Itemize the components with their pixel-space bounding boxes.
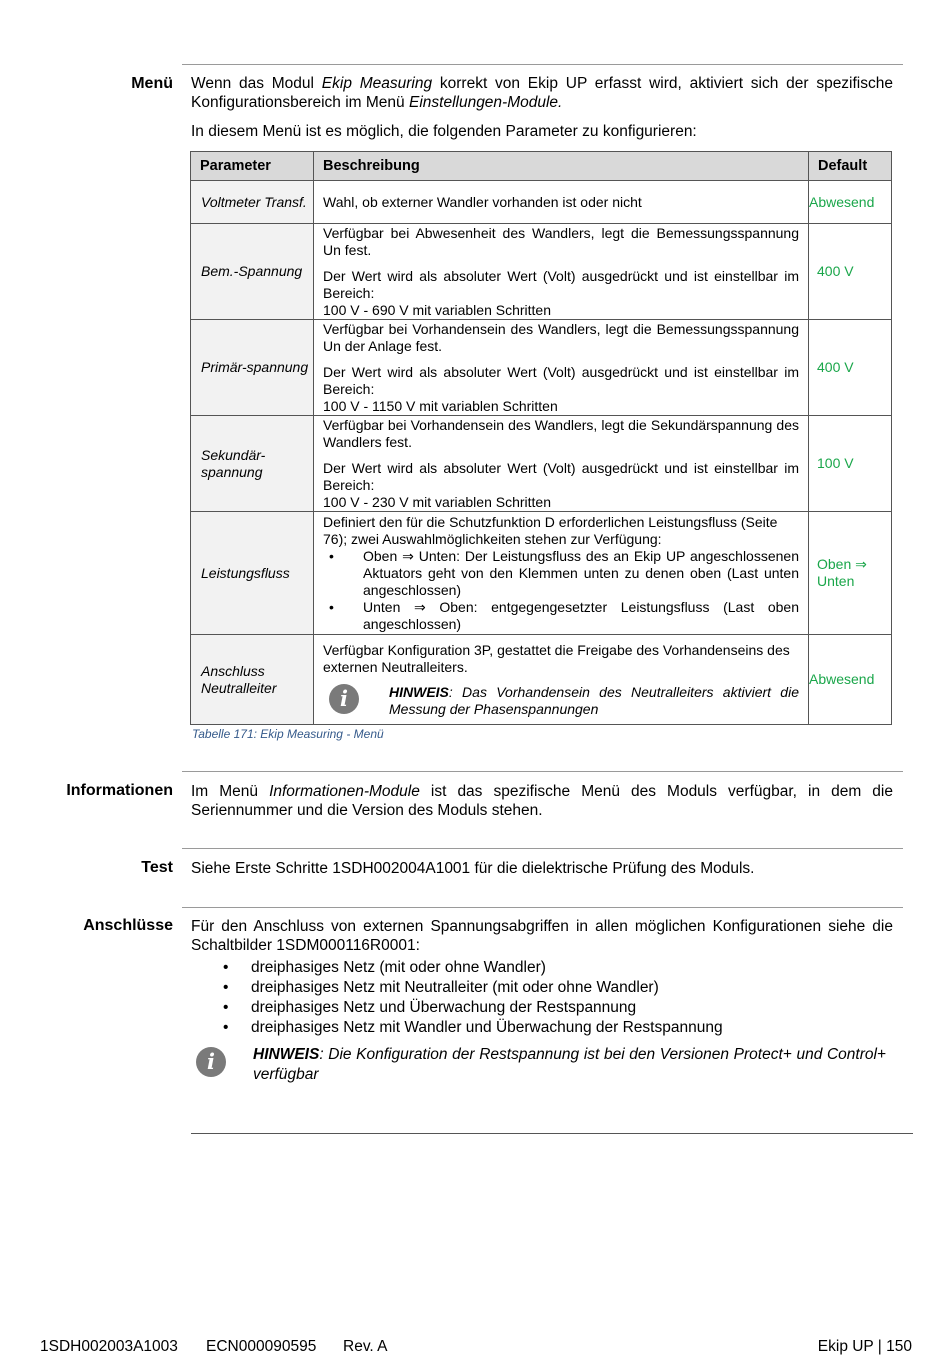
desc-cell: Wahl, ob externer Wandler vorhanden ist oder nicht xyxy=(314,181,809,224)
desc-text: 100 V - 1150 V mit variablen Schritten xyxy=(323,397,558,414)
table-note xyxy=(329,684,799,718)
info-text-c: ist das spezifische Menü des Moduls verfügbar, in dem die Seriennummer und die Version des Moduls stehen. xyxy=(191,783,893,819)
desc-range xyxy=(323,460,799,511)
desc-cell xyxy=(314,635,809,725)
desc-cell xyxy=(314,320,809,416)
param-cell: Bem.-Spannung xyxy=(191,224,314,320)
section-label-anschluesse: Anschlüsse xyxy=(83,917,173,934)
note-label: HINWEIS xyxy=(253,1046,320,1063)
informationen-paragraph xyxy=(191,782,893,820)
anschluesse-paragraph: Für den Anschluss von externen Spannungsabgriffen in allen möglichen Konfigurationen siehe die Schaltbilder 1SDM000116R0001: xyxy=(191,918,893,954)
desc-cell xyxy=(314,416,809,512)
table-row xyxy=(191,416,892,512)
desc-text: Verfügbar Konfiguration 3P, gestattet die Freigabe des Vorhandenseins des externen Neutralleiters. xyxy=(323,641,790,675)
menu-path: Einstellungen-Module. xyxy=(408,94,563,111)
menu-intro-text-c: korrekt von Ekip UP erfasst wird, aktiviert sich der spezifische Konfigurationsbereich im Menü xyxy=(191,75,893,111)
param-cell: Primär-spannung xyxy=(191,320,314,416)
table-row xyxy=(191,320,892,416)
desc-text: Der Wert wird als absoluter Wert (Volt) ausgedrückt und ist einstellbar im Bereich: xyxy=(323,267,799,301)
list-item: • dreiphasiges Netz mit Neutralleiter (mit oder ohne Wandler) xyxy=(191,978,891,998)
list-item: • dreiphasiges Netz mit Wandler und Überwachung der Restspannung xyxy=(191,1018,891,1038)
section-label-informationen: Informationen xyxy=(66,782,173,799)
info-menu-path: Informationen-Module xyxy=(269,783,420,800)
menu-params-intro: In diesem Menü ist es möglich, die folgenden Parameter zu konfigurieren: xyxy=(191,123,697,140)
section-label-menu: Menü xyxy=(131,75,173,92)
desc-text: 100 V - 690 V mit variablen Schritten xyxy=(323,301,552,318)
list-item: • dreiphasiges Netz (mit oder ohne Wandler) xyxy=(191,958,891,978)
param-cell: Sekundär-spannung xyxy=(191,416,314,512)
note-text: : Die Konfiguration der Restspannung ist bei den Versionen Protect+ und Control+ verfügbar xyxy=(253,1046,886,1083)
table-note-text xyxy=(389,684,799,718)
default-cell: 100 V xyxy=(809,416,892,512)
parameter-table xyxy=(190,151,892,725)
default-cell: 400 V xyxy=(809,320,892,416)
param-cell: Voltmeter Transf. xyxy=(191,181,314,224)
menu-intro-paragraph xyxy=(191,74,893,112)
section-divider-informationen xyxy=(182,771,903,772)
desc-text: Definiert den für die Schutzfunktion D erforderlichen Leistungsfluss (Seite 76); zwei Auswahlmöglichkeiten stehen zur Verfügung: xyxy=(323,513,778,547)
note-text: : Das Vorhandensein des Neutralleiters aktiviert die Messung der Phasenspannungen xyxy=(389,683,799,717)
desc-range xyxy=(323,364,799,415)
table-row xyxy=(191,512,892,635)
footer-page-number: Ekip UP | 150 xyxy=(817,1338,912,1355)
test-paragraph: Siehe Erste Schritte 1SDH002004A1001 für die dielektrische Prüfung des Moduls. xyxy=(191,860,755,877)
desc-text: Der Wert wird als absoluter Wert (Volt) ausgedrückt und ist einstellbar im Bereich: xyxy=(323,363,799,397)
table-row xyxy=(191,635,892,725)
section-divider-menu xyxy=(182,64,903,65)
param-cell: Anschluss Neutralleiter xyxy=(191,635,314,725)
info-icon: i xyxy=(329,684,359,714)
header-default: Default xyxy=(809,152,892,181)
header-beschreibung: Beschreibung xyxy=(314,152,809,181)
default-cell: 400 V xyxy=(809,224,892,320)
anschluesse-note-text xyxy=(253,1045,886,1085)
default-cell: Oben ⇒ Unten xyxy=(809,512,892,635)
default-cell: Abwesend xyxy=(809,181,892,224)
header-parameter: Parameter xyxy=(191,152,314,181)
anschluesse-note xyxy=(196,1045,886,1085)
desc-text: Verfügbar bei Vorhandensein des Wandlers, legt die Sekundärspannung des Wandlers fest. xyxy=(323,416,799,450)
module-name: Ekip Measuring xyxy=(321,75,433,92)
desc-text: Der Wert wird als absoluter Wert (Volt) ausgedrückt und ist einstellbar im Bereich: xyxy=(323,459,799,493)
param-cell: Leistungsfluss xyxy=(191,512,314,635)
footer-ecn: ECN000090595 xyxy=(206,1338,317,1355)
list-item: • Oben ⇒ Unten: Der Leistungsfluss des an Ekip UP angeschlossenen Aktuators geht von den Klemmen unten zu denen oben (Last unten angeschlossen) xyxy=(363,548,799,599)
section-label-test: Test xyxy=(141,859,173,876)
table-row xyxy=(191,224,892,320)
desc-text: Verfügbar bei Abwesenheit des Wandlers, legt die Bemessungsspannung Un fest. xyxy=(323,224,799,258)
list-item: • dreiphasiges Netz und Überwachung der Restspannung xyxy=(191,998,891,1018)
desc-range xyxy=(323,268,799,319)
power-flow-options xyxy=(323,548,799,633)
section-divider-test xyxy=(182,848,903,849)
menu-intro-text-a: Wenn das Modul xyxy=(191,75,322,92)
table-row xyxy=(191,181,892,224)
info-icon: i xyxy=(196,1047,226,1077)
footer-doc-id: 1SDH002003A1003 xyxy=(40,1338,178,1355)
desc-cell xyxy=(314,512,809,635)
table-header-row xyxy=(191,152,892,181)
footer-revision: Rev. A xyxy=(343,1338,388,1355)
section-divider-anschluesse xyxy=(182,907,903,908)
section-end-divider xyxy=(191,1133,913,1134)
table-caption: Tabelle 171: Ekip Measuring - Menü xyxy=(192,727,384,741)
note-label: HINWEIS xyxy=(389,683,449,700)
desc-text: 100 V - 230 V mit variablen Schritten xyxy=(323,493,552,510)
configuration-list xyxy=(191,958,891,1038)
info-text-a: Im Menü xyxy=(191,783,270,800)
list-item: • Unten ⇒ Oben: entgegengesetzter Leistungsfluss (Last oben angeschlossen) xyxy=(363,599,799,633)
default-cell: Abwesend xyxy=(809,635,892,725)
desc-cell xyxy=(314,224,809,320)
desc-text: Verfügbar bei Vorhandensein des Wandlers, legt die Bemessungsspannung Un der Anlage fest. xyxy=(323,320,799,354)
